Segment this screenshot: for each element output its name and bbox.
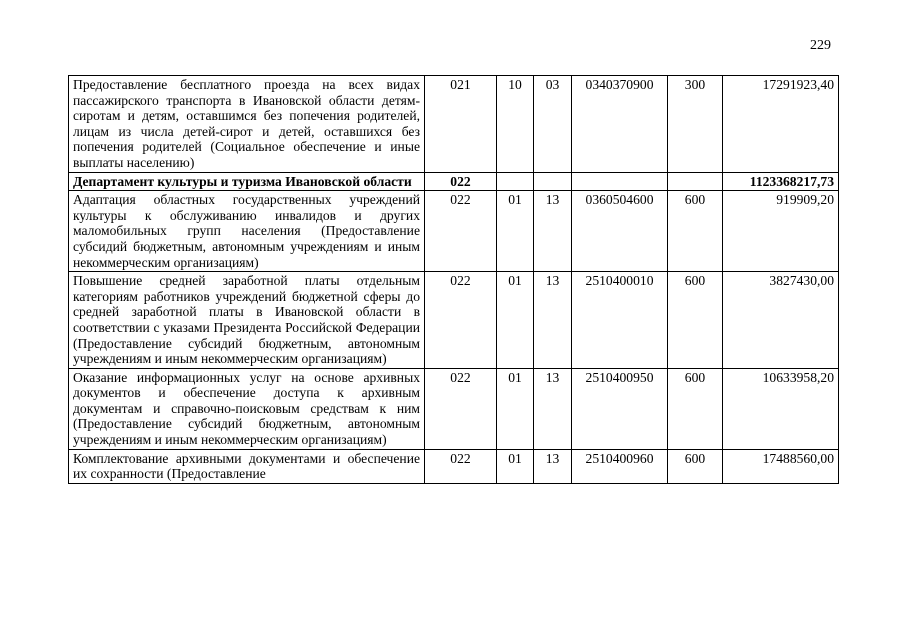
cell-target-article: 0360504600 [572,191,668,272]
cell-description: Комплектование архивными документами и обеспечение их сохранности (Предоставление [69,449,425,483]
cell-target-article: 2510400010 [572,272,668,369]
cell-subsection: 13 [534,368,572,449]
cell-amount: 919909,20 [723,191,839,272]
cell-subsection: 13 [534,272,572,369]
cell-description: Департамент культуры и туризма Ивановской области [69,172,425,191]
cell-admin-code: 022 [425,449,497,483]
budget-table-body [69,76,839,484]
table-row [69,76,839,173]
cell-description: Оказание информационных услуг на основе архивных документов и обеспечение доступа к архивным документам и справочно-поисковым средствам к ним (Предоставление субсидий бюджетным, автономным учреждениям и иным некоммерческим организациям) [69,368,425,449]
cell-description: Адаптация областных государственных учреждений культуры к обслуживанию инвалидов и других маломобильных групп населения (Предоставление субсидий бюджетным, автономным учреждениям и иным некоммерческим организациям) [69,191,425,272]
cell-description: Предоставление бесплатного проезда на всех видах пассажирского транспорта в Ивановской области детям-сиротам и детям, оставшимся без попечения родителей, лицам из числа детей-сирот и детей, оставшихся без попечения родителей (Социальное обеспечение и иные выплаты населению) [69,76,425,173]
cell-admin-code: 022 [425,191,497,272]
table-row [69,449,839,483]
cell-subsection [534,172,572,191]
cell-amount: 3827430,00 [723,272,839,369]
cell-admin-code: 022 [425,172,497,191]
cell-subsection: 03 [534,76,572,173]
table-row [69,368,839,449]
cell-target-article: 2510400960 [572,449,668,483]
cell-target-article: 0340370900 [572,76,668,173]
cell-expense-type: 300 [668,76,723,173]
cell-subsection: 13 [534,449,572,483]
cell-amount: 17291923,40 [723,76,839,173]
table-row [69,272,839,369]
cell-expense-type: 600 [668,272,723,369]
cell-expense-type [668,172,723,191]
cell-section [497,172,534,191]
cell-section: 01 [497,368,534,449]
cell-target-article [572,172,668,191]
cell-subsection: 13 [534,191,572,272]
cell-amount: 1123368217,73 [723,172,839,191]
budget-table [68,75,839,484]
cell-expense-type: 600 [668,191,723,272]
cell-section: 01 [497,449,534,483]
cell-admin-code: 022 [425,368,497,449]
cell-amount: 17488560,00 [723,449,839,483]
cell-description: Повышение средней заработной платы отдельным категориям работников учреждений бюджетной сферы до средней заработной платы в Ивановской области в соответствии с указами Президента Российской Федерации (Предоставление субсидий бюджетным, автономным учреждениям и иным некоммерческим организациям) [69,272,425,369]
cell-admin-code: 022 [425,272,497,369]
cell-target-article: 2510400950 [572,368,668,449]
cell-section: 10 [497,76,534,173]
cell-expense-type: 600 [668,368,723,449]
cell-expense-type: 600 [668,449,723,483]
cell-amount: 10633958,20 [723,368,839,449]
table-row-department [69,172,839,191]
page-number: 229 [810,38,831,53]
table-row [69,191,839,272]
cell-admin-code: 021 [425,76,497,173]
cell-section: 01 [497,272,534,369]
cell-section: 01 [497,191,534,272]
